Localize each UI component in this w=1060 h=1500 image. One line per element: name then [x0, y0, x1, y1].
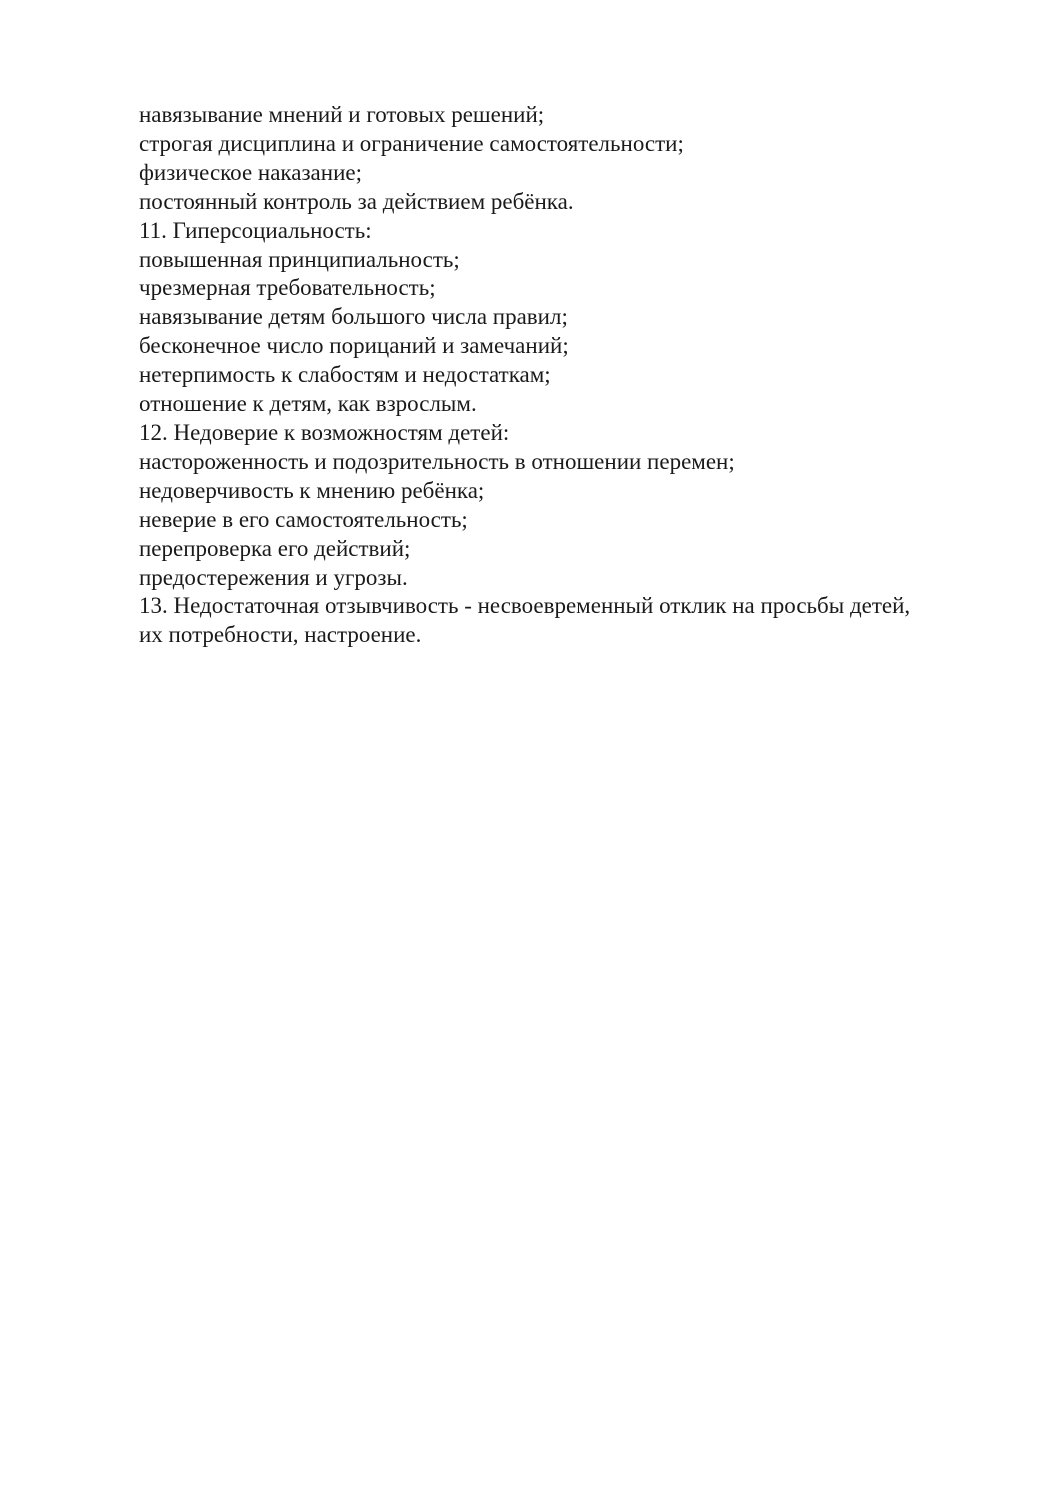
- section-heading: 13. Недостаточная отзывчивость - несвоевременный отклик на просьбы детей,: [139, 593, 911, 619]
- text-line: неверие в его самостоятельность;: [139, 506, 468, 532]
- text-line: строгая дисциплина и ограничение самостоятельности;: [139, 130, 684, 156]
- text-line: настороженность и подозрительность в отношении перемен;: [139, 448, 735, 474]
- section-heading: 12. Недоверие к возможностям детей:: [139, 419, 510, 445]
- text-line: физическое наказание;: [139, 159, 362, 185]
- text-line: навязывание мнений и готовых решений;: [139, 102, 545, 127]
- text-line: отношение к детям, как взрослым.: [139, 391, 477, 417]
- text-line: нетерпимость к слабостям и недостаткам;: [139, 362, 551, 388]
- section-heading: 11. Гиперсоциальность:: [139, 217, 372, 243]
- text-line: повышенная принципиальность;: [139, 246, 460, 272]
- text-line: навязывание детям большого числа правил;: [139, 304, 568, 330]
- text-line: постоянный контроль за действием ребёнка.: [139, 188, 574, 214]
- text-line: чрезмерная требовательность;: [139, 275, 436, 301]
- text-line: недоверчивость к мнению ребёнка;: [139, 477, 485, 503]
- text-line: предостережения и угрозы.: [139, 564, 408, 590]
- document-body: [139, 101, 1019, 650]
- text-line: перепроверка его действий;: [139, 535, 411, 561]
- text-line: бесконечное число порицаний и замечаний;: [139, 333, 569, 359]
- text-line: их потребности, настроение.: [139, 622, 422, 648]
